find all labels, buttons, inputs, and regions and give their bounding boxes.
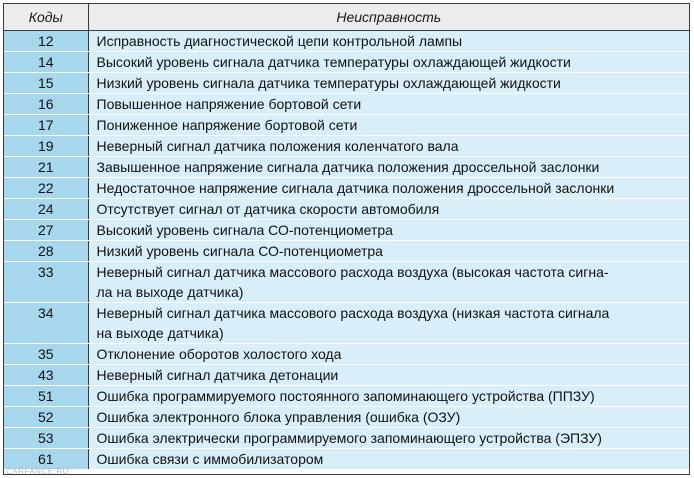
table-header-row — [4, 4, 689, 31]
fault-description-cell: Повышенное напряжение бортовой сети — [88, 94, 689, 115]
table-row — [4, 178, 689, 199]
fault-description-cell: Ошибка электрически программируемого запоминающего устройства (ЭПЗУ) — [88, 428, 689, 449]
fault-description-cell: Отсутствует сигнал от датчика скорости автомобиля — [88, 199, 689, 220]
fault-description-cell: Пониженное напряжение бортовой сети — [88, 115, 689, 136]
fault-code-cell: 21 — [4, 157, 88, 178]
header-codes: Коды — [4, 4, 88, 31]
fault-code-cell: 51 — [4, 386, 88, 407]
fault-description-cell: Низкий уровень сигнала СО-потенциометра — [88, 241, 689, 262]
fault-code-cell: 19 — [4, 136, 88, 157]
table-row — [4, 262, 689, 303]
fault-code-cell: 53 — [4, 428, 88, 449]
table-row — [4, 136, 689, 157]
fault-code-cell: 27 — [4, 220, 88, 241]
fault-description-cell: Недостаточное напряжение сигнала датчика положения дроссельной заслонки — [88, 178, 689, 199]
fault-codes-table-container — [3, 3, 690, 475]
fault-code-cell: 12 — [4, 31, 88, 52]
fault-description-cell: Завышенное напряжение сигнала датчика положения дроссельной заслонки — [88, 157, 689, 178]
fault-codes-table — [4, 4, 689, 469]
table-row — [4, 365, 689, 386]
fault-code-cell: 61 — [4, 449, 88, 470]
table-row — [4, 220, 689, 241]
fault-code-cell: 17 — [4, 115, 88, 136]
fault-code-cell: 33 — [4, 262, 88, 303]
fault-description-cell: Высокий уровень сигнала СО-потенциометра — [88, 220, 689, 241]
fault-code-cell: 15 — [4, 73, 88, 94]
fault-code-cell: 34 — [4, 303, 88, 344]
fault-code-cell: 35 — [4, 344, 88, 365]
table-row — [4, 31, 689, 52]
table-row — [4, 199, 689, 220]
fault-code-cell: 16 — [4, 94, 88, 115]
table-row — [4, 52, 689, 73]
table-row — [4, 241, 689, 262]
fault-description-cell: Неверный сигнал датчика массового расхода воздуха (высокая частота сигна- ла на выходе датчика) — [88, 262, 689, 303]
fault-description-cell: Высокий уровень сигнала датчика температуры охлаждающей жидкости — [88, 52, 689, 73]
fault-code-cell: 43 — [4, 365, 88, 386]
table-row — [4, 157, 689, 178]
fault-description-cell: Низкий уровень сигнала датчика температуры охлаждающей жидкости — [88, 73, 689, 94]
table-body — [4, 31, 689, 470]
fault-description-cell: Неверный сигнал датчика массового расхода воздуха (низкая частота сигнала на выходе датчика) — [88, 303, 689, 344]
fault-description-cell: Ошибка электронного блока управления (ошибка (ОЗУ) — [88, 407, 689, 428]
fault-code-cell: 24 — [4, 199, 88, 220]
table-row — [4, 94, 689, 115]
fault-description-cell: Ошибка связи с иммобилизатором — [88, 449, 689, 470]
fault-description-cell: Неверный сигнал датчика детонации — [88, 365, 689, 386]
header-fault: Неисправность — [88, 4, 689, 31]
fault-code-cell: 28 — [4, 241, 88, 262]
table-row — [4, 115, 689, 136]
fault-description-cell: Неверный сигнал датчика положения коленчатого вала — [88, 136, 689, 157]
table-row — [4, 303, 689, 344]
table-row — [4, 449, 689, 470]
table-row — [4, 344, 689, 365]
table-row — [4, 73, 689, 94]
fault-description-cell: Исправность диагностической цепи контрольной лампы — [88, 31, 689, 52]
fault-description-cell: Ошибка программируемого постоянного запоминающего устройства (ППЗУ) — [88, 386, 689, 407]
table-row — [4, 407, 689, 428]
fault-code-cell: 22 — [4, 178, 88, 199]
table-row — [4, 428, 689, 449]
watermark: CARFANCE.RU — [6, 467, 69, 476]
fault-code-cell: 14 — [4, 52, 88, 73]
table-row — [4, 386, 689, 407]
fault-code-cell: 52 — [4, 407, 88, 428]
fault-description-cell: Отклонение оборотов холостого хода — [88, 344, 689, 365]
